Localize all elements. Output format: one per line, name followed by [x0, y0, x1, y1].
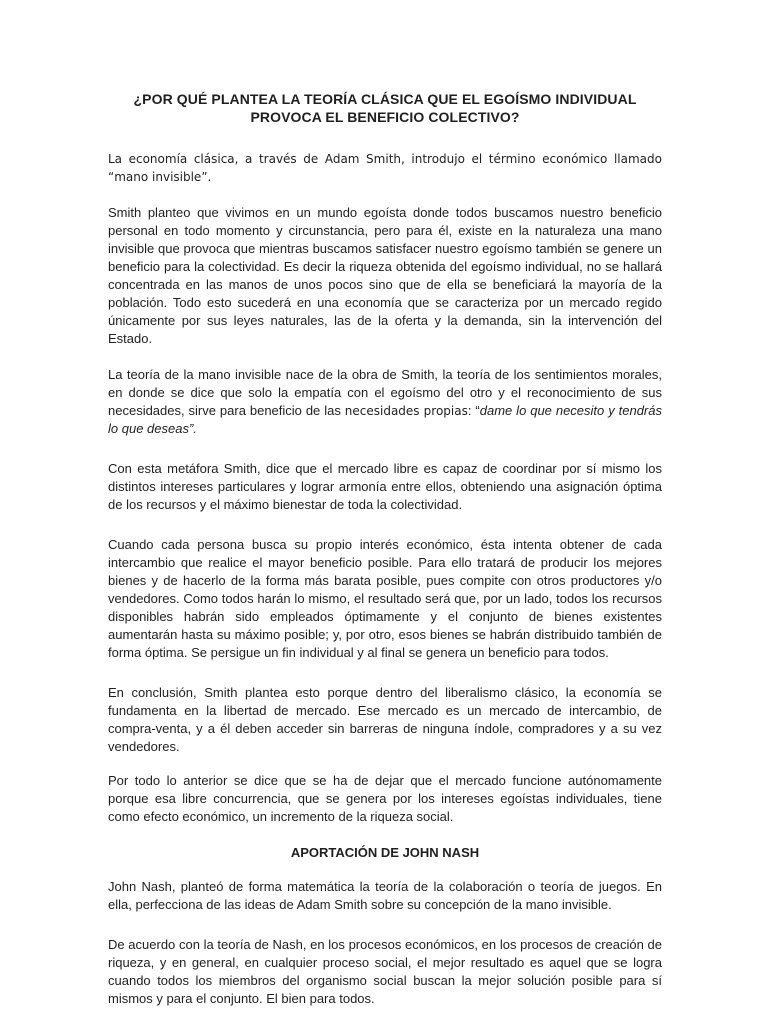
- paragraph-text-narrow: necesidades propias: [344, 404, 468, 418]
- paragraph-conclusion: En conclusión, Smith plantea esto porque dentro del liberalismo clásico, la economía se fundamenta en la libertad de mercado. Ese mercado es un mercado de intercambio, de compra-venta, y a él deben acceder sin barreras de ninguna índole, compradores y a su vez vendedores.: [108, 685, 662, 754]
- document-title: [108, 90, 662, 126]
- paragraph-intro: La economía clásica, a través de Adam Smith, introdujo el término económico llamado “mano invisible”.: [108, 152, 662, 184]
- paragraph-smith-egoism: Smith planteo que vivimos en un mundo egoísta donde todos buscamos nuestro beneficio personal en todo momento y circunstancia, pero para él, existe en la naturaleza una mano invisible que provoca que mientras buscamos satisfacer nuestro egoísmo también se genere un beneficio para la colectividad. Es decir la riqueza obtenida del egoísmo individual, no se hallará concentrada en las manos de unos pocos sino que de ella se beneficiará la mayoría de la población. Todo esto sucederá en una economía que se caracteriza por un mercado regido únicamente por sus leyes naturales, las de la oferta y la demanda, sin la intervención del Estado.: [108, 205, 662, 346]
- paragraph-nash-intro: John Nash, planteó de forma matemática la teoría de la colaboración o teoría de juegos. En ella, perfecciona de las ideas de Adam Smith sobre su concepción de la mano invisible.: [108, 879, 662, 912]
- paragraph-nash-theory: De acuerdo con la teoría de Nash, en los procesos económicos, en los procesos de creación de riqueza, y en general, en cualquier proceso social, el mejor resultado es aquel que se logra cuando todos los miembros del organismo social buscan la mejor solución posible para sí mismos y para el conjunto. El bien para todos.: [108, 937, 662, 1006]
- paragraph-free-market: Con esta metáfora Smith, dice que el mercado libre es capaz de coordinar por sí mismo los distintos intereses particulares y lograr armonía entre ellos, obteniendo una asignación óptima de los recursos y el máximo bienestar de toda la colectividad.: [108, 461, 662, 512]
- title-line-2: PROVOCA EL BENEFICIO COLECTIVO?: [250, 109, 520, 125]
- section-heading-nash: APORTACIÓN DE JOHN NASH: [290, 845, 480, 860]
- paragraph-colon: : “: [467, 403, 480, 418]
- title-line-1: ¿POR QUÉ PLANTEA LA TEORÍA CLÁSICA QUE EL EGOÍSMO INDIVIDUAL: [133, 91, 637, 107]
- paragraph-text: La teoría de la mano invisible nace de la obra de Smith, la teoría de los sentimientos morales, en donde se dice que solo la empatía con el egoísmo del otro y el reconocimiento de sus necesidades, sirve para beneficio de las: [108, 367, 662, 418]
- paragraph-self-interest: Cuando cada persona busca su propio interés económico, ésta intenta obtener de cada intercambio que realice el mayor beneficio posible. Para ello tratará de producir los mejores bienes y de hacerlo de la forma más barata posible, pues compite con otros productores y/o vendedores. Como todos harán lo mismo, el resultado será que, por un lado, todos los recursos disponibles habrán sido empleados óptimamente y el conjunto de bienes existentes aumentarán hasta su máximo posible; y, por otro, esos bienes se habrán distribuido también de forma óptima. Se persigue un fin individual y al final se genera un beneficio para todos.: [108, 537, 662, 660]
- paragraph-invisible-hand-origin: [108, 366, 662, 438]
- quote-text: dame lo que necesito y tendrás lo que deseas”.: [108, 403, 662, 436]
- document-body: [108, 90, 662, 1008]
- paragraph-summary: Por todo lo anterior se dice que se ha de dejar que el mercado funcione autónomamente porque esa libre concurrencia, que se genera por los intereses egoístas individuales, tiene como efecto económico, un incremento de la riqueza social.: [108, 773, 662, 824]
